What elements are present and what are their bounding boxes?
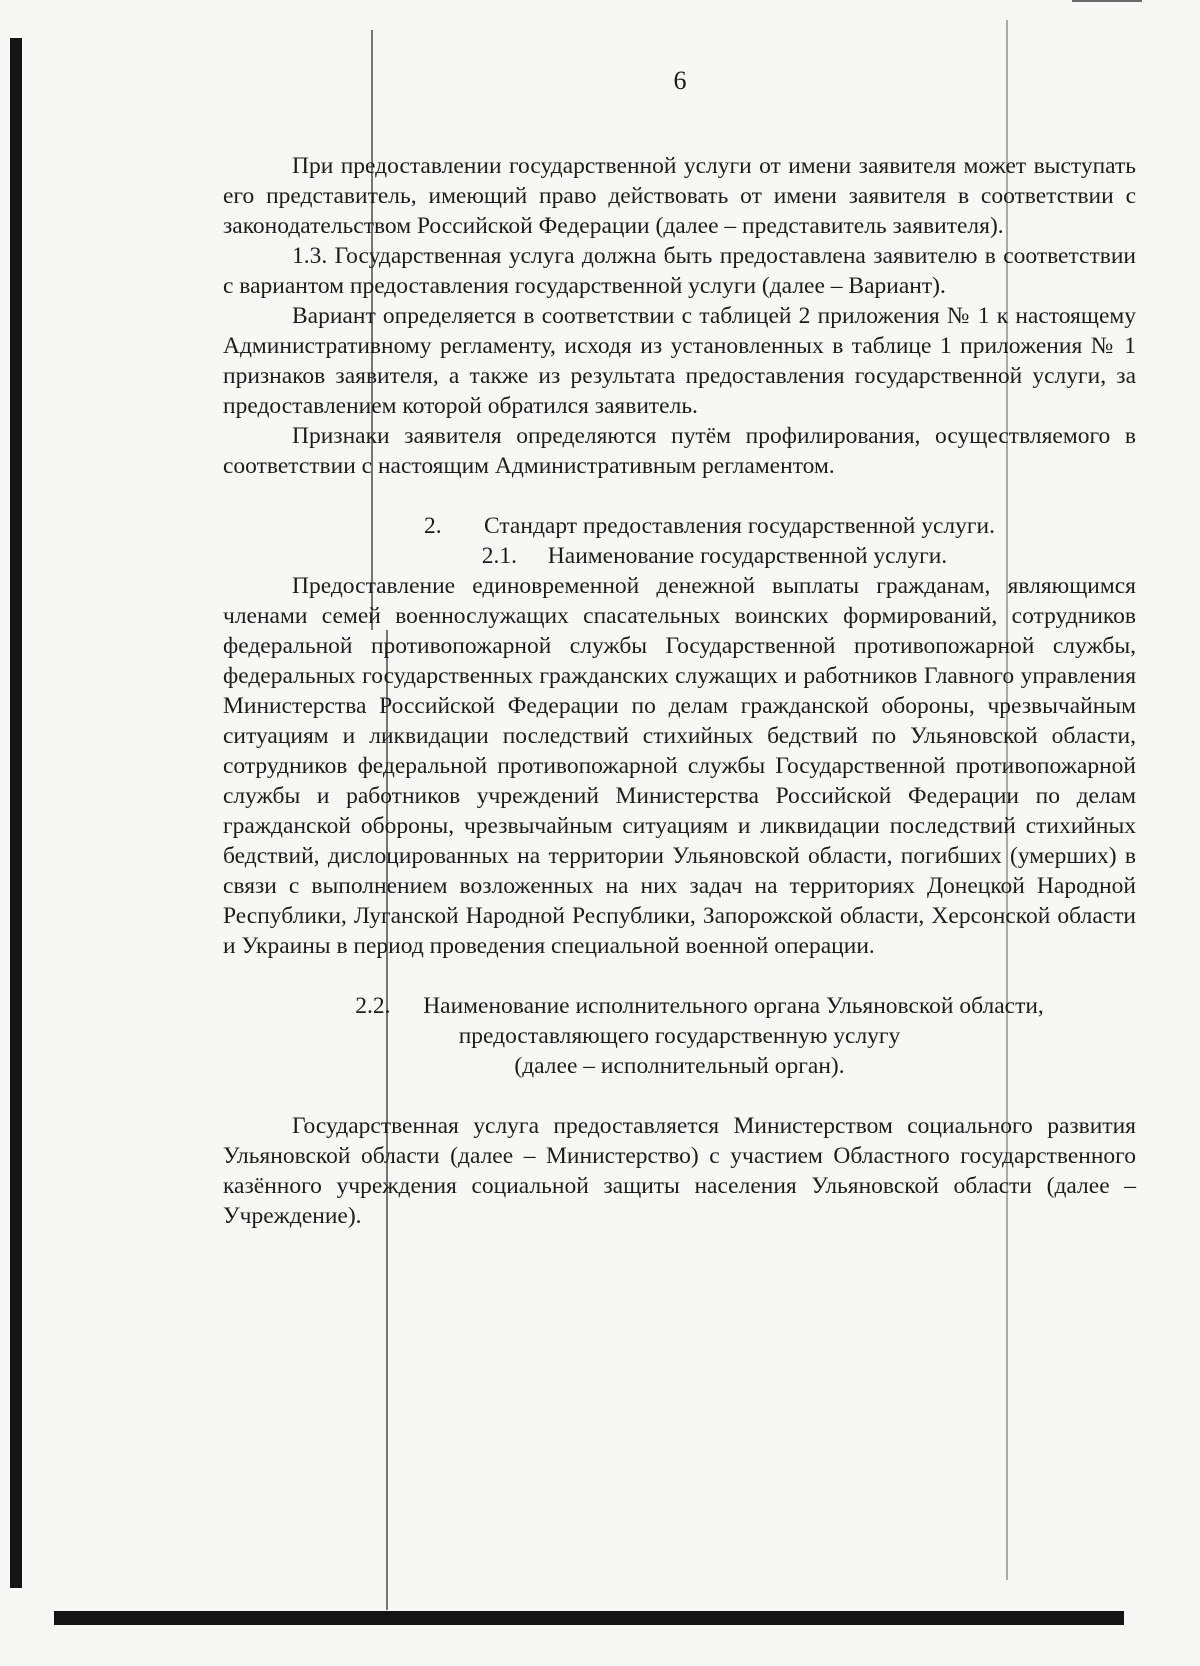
paragraph-1-3: 1.3. Государственная услуга должна быть предоставлена заявителю в соответствии с вариантом предоставления государственной услуги (далее – Вариант). xyxy=(223,243,1136,299)
page-number: 6 xyxy=(673,66,687,95)
section-2-2-title: Наименование исполнительного органа Ульяновской области, xyxy=(423,993,1044,1019)
scan-edge-top xyxy=(1072,0,1142,2)
paragraph-variant: Вариант определяется в соответствии с таблицей 2 приложения № 1 к настоящему Административному регламенту, исходя из установленных в таблице 1 приложения № 1 признаков заявителя, а также из результата предоставления государственной услуги, за предоставлением которой обратился заявитель. xyxy=(223,303,1136,419)
scan-edge-left xyxy=(10,38,22,1588)
spacer xyxy=(223,1081,1136,1111)
section-2-2-heading-line1 xyxy=(223,991,1136,1021)
section-2-2-heading-line2: предоставляющего государственную услугу xyxy=(458,1023,901,1049)
section-2-2-number: 2.2. xyxy=(355,993,391,1019)
section-2-title: Стандарт предоставления государственной услуги. xyxy=(484,513,995,539)
scan-edge-bottom xyxy=(54,1611,1124,1625)
paragraph-representative: При предоставлении государственной услуги от имени заявителя может выступать его представитель, имеющий право действовать от имени заявителя в соответствии с законодательством Российской Федерации (далее – представитель заявителя). xyxy=(223,153,1136,239)
paragraph-ministry: Государственная услуга предоставляется Министерством социального развития Ульяновской области (далее – Министерство) с участием Областного государственного казённого учреждения социальной защиты населения Ульяновской области (далее – Учреждение). xyxy=(223,1113,1136,1229)
section-2-1-heading xyxy=(223,541,1136,571)
section-2-1-number: 2.1. xyxy=(481,543,518,569)
section-2-2-heading-line3: (далее – исполнительный орган). xyxy=(514,1053,845,1079)
paragraph-signs: Признаки заявителя определяются путём профилирования, осуществляемого в соответствии с настоящим Административным регламентом. xyxy=(223,423,1136,479)
section-2-heading xyxy=(223,511,1136,541)
section-2-1-title: Наименование государственной услуги. xyxy=(547,543,948,569)
document-body xyxy=(223,151,1136,1231)
section-2-number: 2. xyxy=(424,513,442,539)
paragraph-service-name: Предоставление единовременной денежной выплаты гражданам, являющимся членами семей военнослужащих спасательных воинских формирований, сотрудников федеральной противопожарной службы Государственной противопожарной службы, федеральных государственных гражданских служащих и работников Главного управления Министерства Российской Федерации по делам гражданской обороны, чрезвычайным ситуациям и ликвидации последствий стихийных бедствий по Ульяновской области, сотрудников федеральной противопожарной службы Государственной противопожарной службы и работников учреждений Министерства Российской Федерации по делам гражданской обороны, чрезвычайным ситуациям и ликвидации последствий стихийных бедствий, дислоцированных на территории Ульяновской области, погибших (умерших) в связи с выполнением возложенных на них задач на территориях Донецкой Народной Республики, Луганской Народной Республики, Запорожской области, Херсонской области и Украины в период проведения специальной военной операции. xyxy=(223,573,1136,959)
